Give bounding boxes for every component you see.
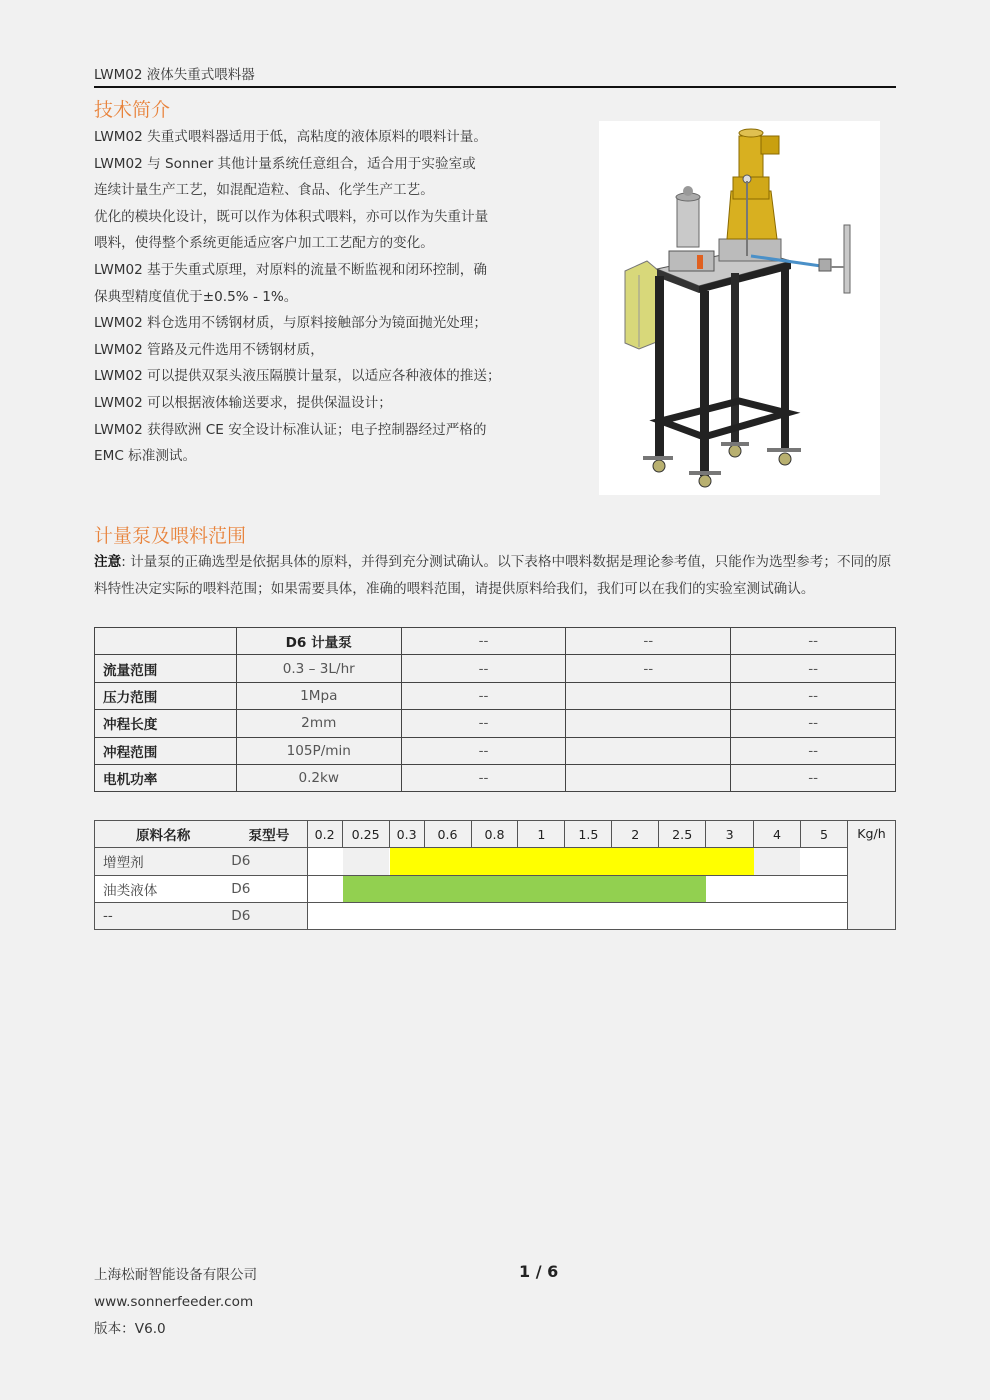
- spec-cell: 105P/min: [236, 737, 401, 764]
- range-cell: [706, 875, 754, 902]
- range-cell: [307, 875, 342, 902]
- intro-line: LWM02 失重式喂料器适用于低，高粘度的液体原料的喂料计量。: [94, 129, 487, 145]
- intro-line: LWM02 管路及元件选用不锈钢材质，: [94, 341, 324, 358]
- intro-line: 连续计量生产工艺，如混配造粒、食品、化学生产工艺。: [94, 182, 434, 199]
- range-cell: [754, 875, 801, 902]
- scale-tick: 0.2: [307, 821, 342, 848]
- selection-note: [94, 549, 898, 602]
- range-bar-yellow: [518, 848, 565, 875]
- spec-cell: --: [731, 710, 896, 737]
- range-bar-green: [659, 875, 706, 902]
- scale-tick: 0.3: [389, 821, 424, 848]
- range-row: [95, 875, 896, 902]
- page-number: 1 / 6: [519, 1262, 559, 1281]
- range-bar-yellow: [706, 848, 754, 875]
- unit-label: Kg/h: [847, 821, 895, 930]
- range-bar-green: [518, 875, 565, 902]
- range-bar-green: [342, 875, 389, 902]
- spec-row-label: 冲程长度: [95, 710, 237, 737]
- spec-cell: --: [401, 764, 566, 791]
- spec-cell: --: [401, 655, 566, 682]
- spec-row: [95, 710, 896, 737]
- pump-spec-table: [94, 627, 896, 792]
- range-bar-green: [424, 875, 471, 902]
- spec-header-cell: --: [401, 628, 566, 655]
- intro-line: 优化的模块化设计，既可以作为体积式喂料，亦可以作为失重计量: [94, 208, 489, 225]
- range-bar-yellow: [424, 848, 471, 875]
- spec-row-label: 压力范围: [95, 682, 237, 709]
- pump-model: D6: [231, 902, 307, 929]
- spec-cell: 1Mpa: [236, 682, 401, 709]
- spec-cell: 0.3 – 3L/hr: [236, 655, 401, 682]
- intro-text: [94, 124, 544, 470]
- page-footer: [94, 1262, 594, 1343]
- spec-header-cell: D6 计量泵: [236, 628, 401, 655]
- intro-line: 保典型精度值优于±0.5% - 1%。: [94, 288, 298, 305]
- spec-header-cell: --: [566, 628, 731, 655]
- note-text: : 计量泵的正确选型是依据具体的原料，并得到充分测试确认。以下表格中喂料数据是理论参考值，只能作为选型参考；不同的原料特性决定实际的喂料范围；如果需要具体，准确的喂料范围，请提供原料给我们，我们可以在我们的实验室测试确认。: [94, 554, 892, 597]
- intro-line: LWM02 可以根据液体输送要求，提供保温设计；: [94, 394, 392, 411]
- range-bar-green: [471, 875, 518, 902]
- spec-row: [95, 737, 896, 764]
- scale-tick: 0.25: [342, 821, 389, 848]
- range-cell: [342, 848, 389, 875]
- intro-line: LWM02 可以提供双泵头液压隔膜计量泵，以适应各种液体的推送；: [94, 368, 501, 385]
- range-cell-empty: [307, 902, 847, 929]
- scale-tick: 4: [754, 821, 801, 848]
- page-header: [94, 63, 896, 88]
- spec-cell: --: [566, 655, 731, 682]
- pump-model: D6: [231, 848, 307, 875]
- scale-tick: 0.8: [471, 821, 518, 848]
- material-name-header: 原料名称: [95, 821, 232, 848]
- spec-cell: --: [731, 655, 896, 682]
- spec-cell: 0.2kw: [236, 764, 401, 791]
- range-bar-yellow: [565, 848, 612, 875]
- range-bar-yellow: [612, 848, 659, 875]
- spec-cell: [566, 710, 731, 737]
- intro-line: LWM02 获得欧洲 CE 安全设计标准认证；电子控制器经过严格的: [94, 421, 487, 438]
- intro-line: LWM02 基于失重式原理，对原料的流量不断监视和闭环控制，确: [94, 261, 487, 278]
- range-cell: [307, 848, 342, 875]
- spec-cell: --: [731, 737, 896, 764]
- scale-tick: 2.5: [659, 821, 706, 848]
- range-bar-yellow: [389, 848, 424, 875]
- material-name: 油类液体: [95, 875, 232, 902]
- intro-section-title: 技术简介: [94, 99, 171, 121]
- company-name: 上海松耐智能设备有限公司: [94, 1267, 258, 1283]
- spec-cell: 2mm: [236, 710, 401, 737]
- spec-cell: --: [731, 682, 896, 709]
- product-image: [599, 121, 880, 495]
- spec-cell: [566, 737, 731, 764]
- spec-row-label: 冲程范围: [95, 737, 237, 764]
- scale-tick: 1.5: [565, 821, 612, 848]
- range-bar-green: [389, 875, 424, 902]
- scale-tick: 5: [801, 821, 848, 848]
- scale-tick: 2: [612, 821, 659, 848]
- spec-cell: --: [401, 737, 566, 764]
- material-name: 增塑剂: [95, 848, 232, 875]
- website-link[interactable]: www.sonnerfeeder.com: [94, 1294, 254, 1310]
- scale-tick: 0.6: [424, 821, 471, 848]
- spec-row: [95, 764, 896, 791]
- version-label: 版本：V6.0: [94, 1321, 166, 1337]
- intro-line: LWM02 与 Sonner 其他计量系统任意组合，适合用于实验室或: [94, 155, 476, 172]
- spec-cell: --: [731, 764, 896, 791]
- pump-model-header: 泵型号: [231, 821, 307, 848]
- feed-range-table: [94, 820, 896, 930]
- range-bar-green: [612, 875, 659, 902]
- range-bar-yellow: [471, 848, 518, 875]
- spec-header-cell: --: [731, 628, 896, 655]
- note-label: 注意: [94, 554, 122, 570]
- range-bar-green: [565, 875, 612, 902]
- pump-model: D6: [231, 875, 307, 902]
- scale-tick: 1: [518, 821, 565, 848]
- spec-header-cell: [95, 628, 237, 655]
- scale-tick: 3: [706, 821, 754, 848]
- range-cell: [801, 875, 848, 902]
- range-row: [95, 902, 896, 929]
- spec-cell: --: [401, 682, 566, 709]
- range-cell: [801, 848, 848, 875]
- document-title: LWM02 液体失重式喂料器: [94, 67, 255, 83]
- spec-cell: [566, 682, 731, 709]
- spec-row: [95, 655, 896, 682]
- feeder-machine-illustration: [599, 121, 880, 495]
- spec-cell: --: [401, 710, 566, 737]
- material-name: --: [95, 902, 232, 929]
- spec-header-row: [95, 628, 896, 655]
- intro-line: LWM02 料仓选用不锈钢材质，与原料接触部分为镜面抛光处理；: [94, 315, 487, 332]
- range-section-title: 计量泵及喂料范围: [94, 525, 247, 547]
- spec-row-label: 电机功率: [95, 764, 237, 791]
- range-cell: [754, 848, 801, 875]
- intro-line: EMC 标准测试。: [94, 448, 197, 465]
- spec-row: [95, 682, 896, 709]
- spec-cell: [566, 764, 731, 791]
- intro-line: 喂料，使得整个系统更能适应客户加工工艺配方的变化。: [94, 235, 434, 252]
- range-header-row: [95, 821, 896, 848]
- range-row: [95, 848, 896, 875]
- range-bar-yellow: [659, 848, 706, 875]
- spec-row-label: 流量范围: [95, 655, 237, 682]
